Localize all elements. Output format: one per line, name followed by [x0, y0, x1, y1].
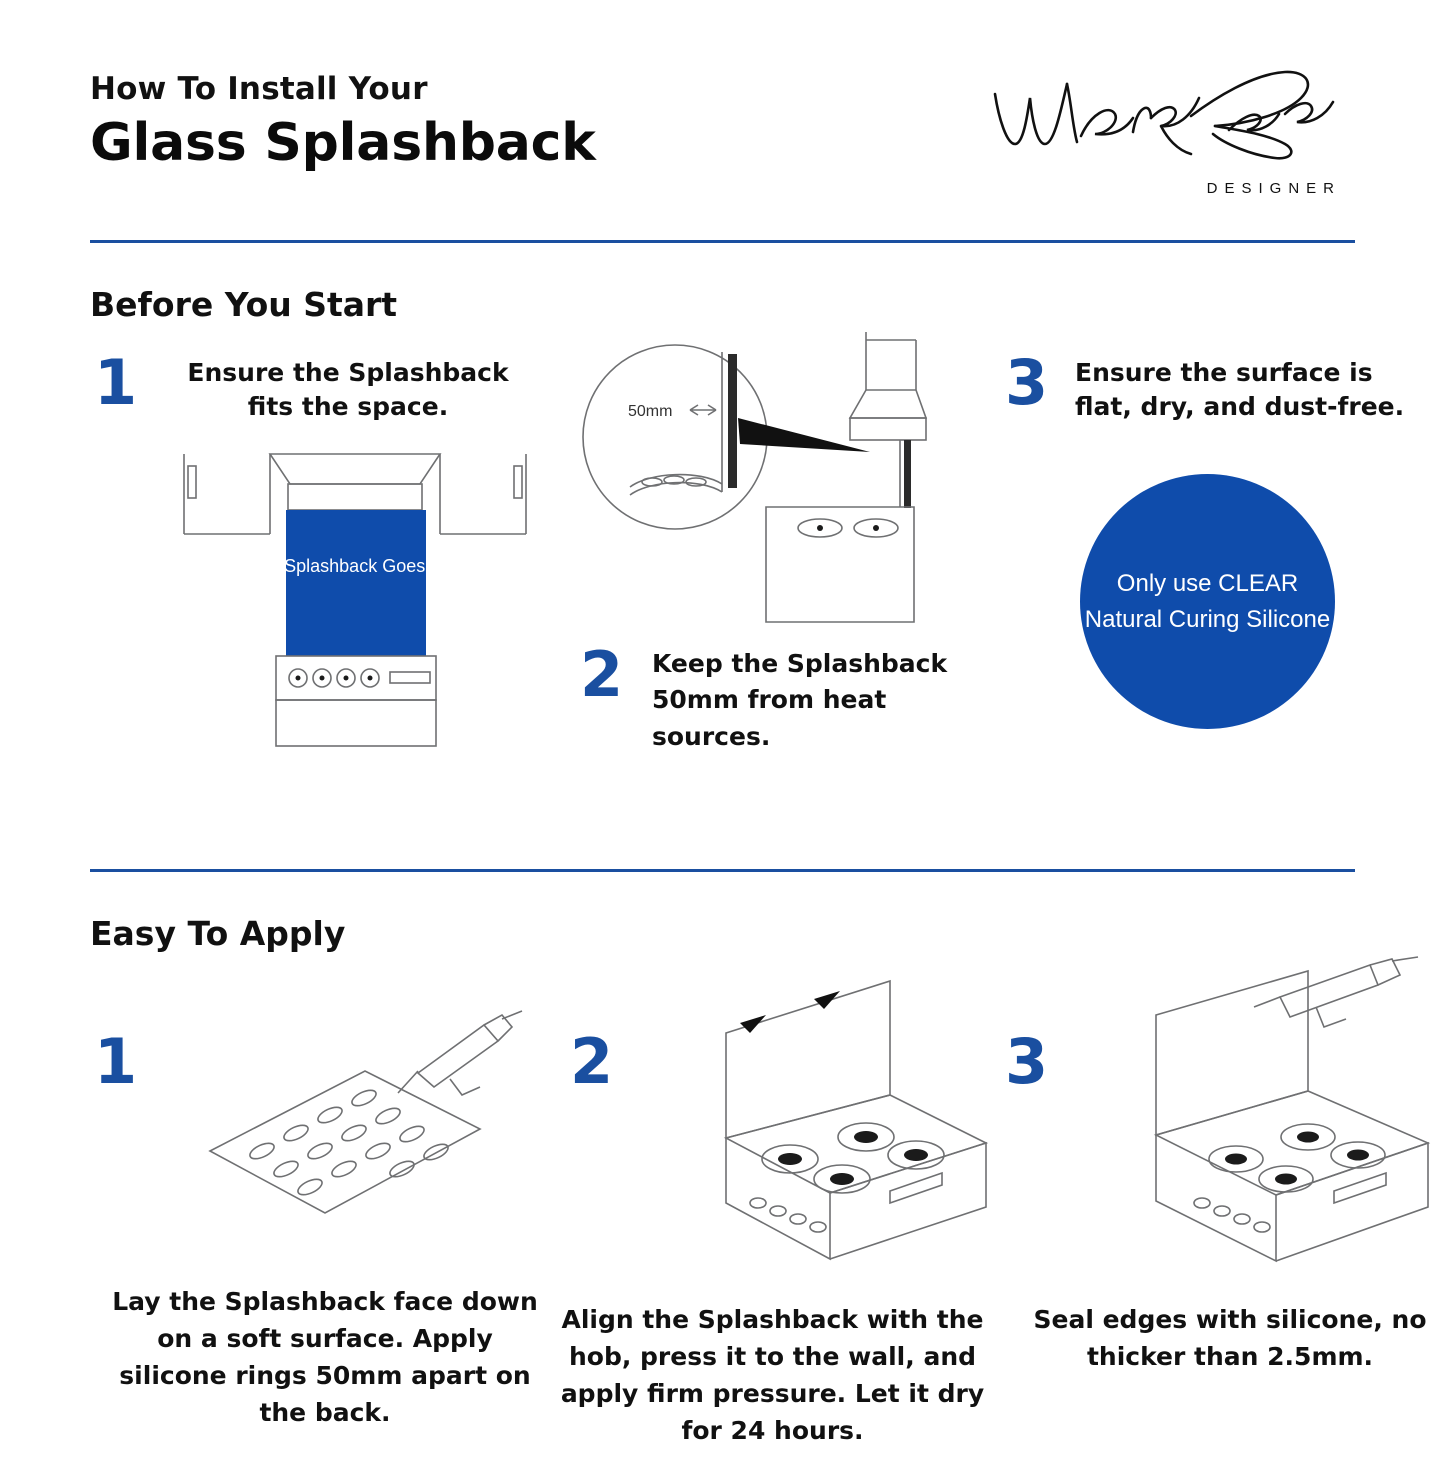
apply-step-2-number: 2 [570, 1025, 614, 1098]
apply-step-2-illustration [590, 963, 990, 1297]
apply-step-1-illustration [150, 1001, 530, 1285]
before-step-2-number: 2 [580, 638, 624, 711]
distance-label: 50mm [628, 403, 673, 420]
apply-step-3-number: 3 [1005, 1025, 1049, 1098]
before-step-3-text: Ensure the surface is flat, dry, and dust-free. [1075, 358, 1405, 421]
apply-step-3-illustration [1040, 963, 1440, 1297]
signature-logo-icon [985, 58, 1355, 178]
section-heading-before: Before You Start [90, 285, 398, 324]
before-step-2-text: Keep the Splashback 50mm from heat sources. [652, 649, 948, 751]
easy-to-apply-section [90, 953, 1427, 1473]
silicone-badge-text: Only use CLEAR Natural Curing Silicone [1084, 569, 1331, 633]
before-step-1-illustration [170, 444, 540, 748]
apply-step-1-caption: Lay the Splashback face down on a soft surface. Apply silicone rings 50mm apart on the back. [112, 1287, 538, 1427]
divider-top [90, 240, 1355, 243]
divider-middle [90, 869, 1355, 872]
silicone-badge [1080, 474, 1335, 729]
apply-step-3-caption: Seal edges with silicone, no thicker than 2.5mm. [1033, 1305, 1427, 1371]
caulking-gun-icon [398, 1011, 522, 1095]
before-step-3-number: 3 [1005, 346, 1049, 419]
before-step-1-number: 1 [94, 346, 138, 419]
apply-step-1-number: 1 [94, 1025, 138, 1098]
brand-logo [985, 58, 1355, 208]
logo-subtitle: DESIGNER [1206, 180, 1341, 197]
apply-step-2-caption: Align the Splashback with the hob, press it to the wall, and apply firm pressure. Let it dry for 24 hours. [560, 1305, 985, 1445]
section-heading-apply: Easy To Apply [90, 914, 346, 953]
page-title-small: How To Install Your [90, 71, 428, 107]
caulking-gun-icon [1254, 957, 1418, 1027]
before-you-start-section [90, 324, 1405, 869]
page-header [90, 0, 1355, 222]
before-step-2-illustration [570, 332, 1010, 656]
splashback-placeholder-line1: Your Splashback Goes Here [242, 556, 470, 576]
before-step-1-text: Ensure the Splashback fits the space. [187, 358, 509, 421]
page-title: Glass Splashback [90, 113, 596, 174]
